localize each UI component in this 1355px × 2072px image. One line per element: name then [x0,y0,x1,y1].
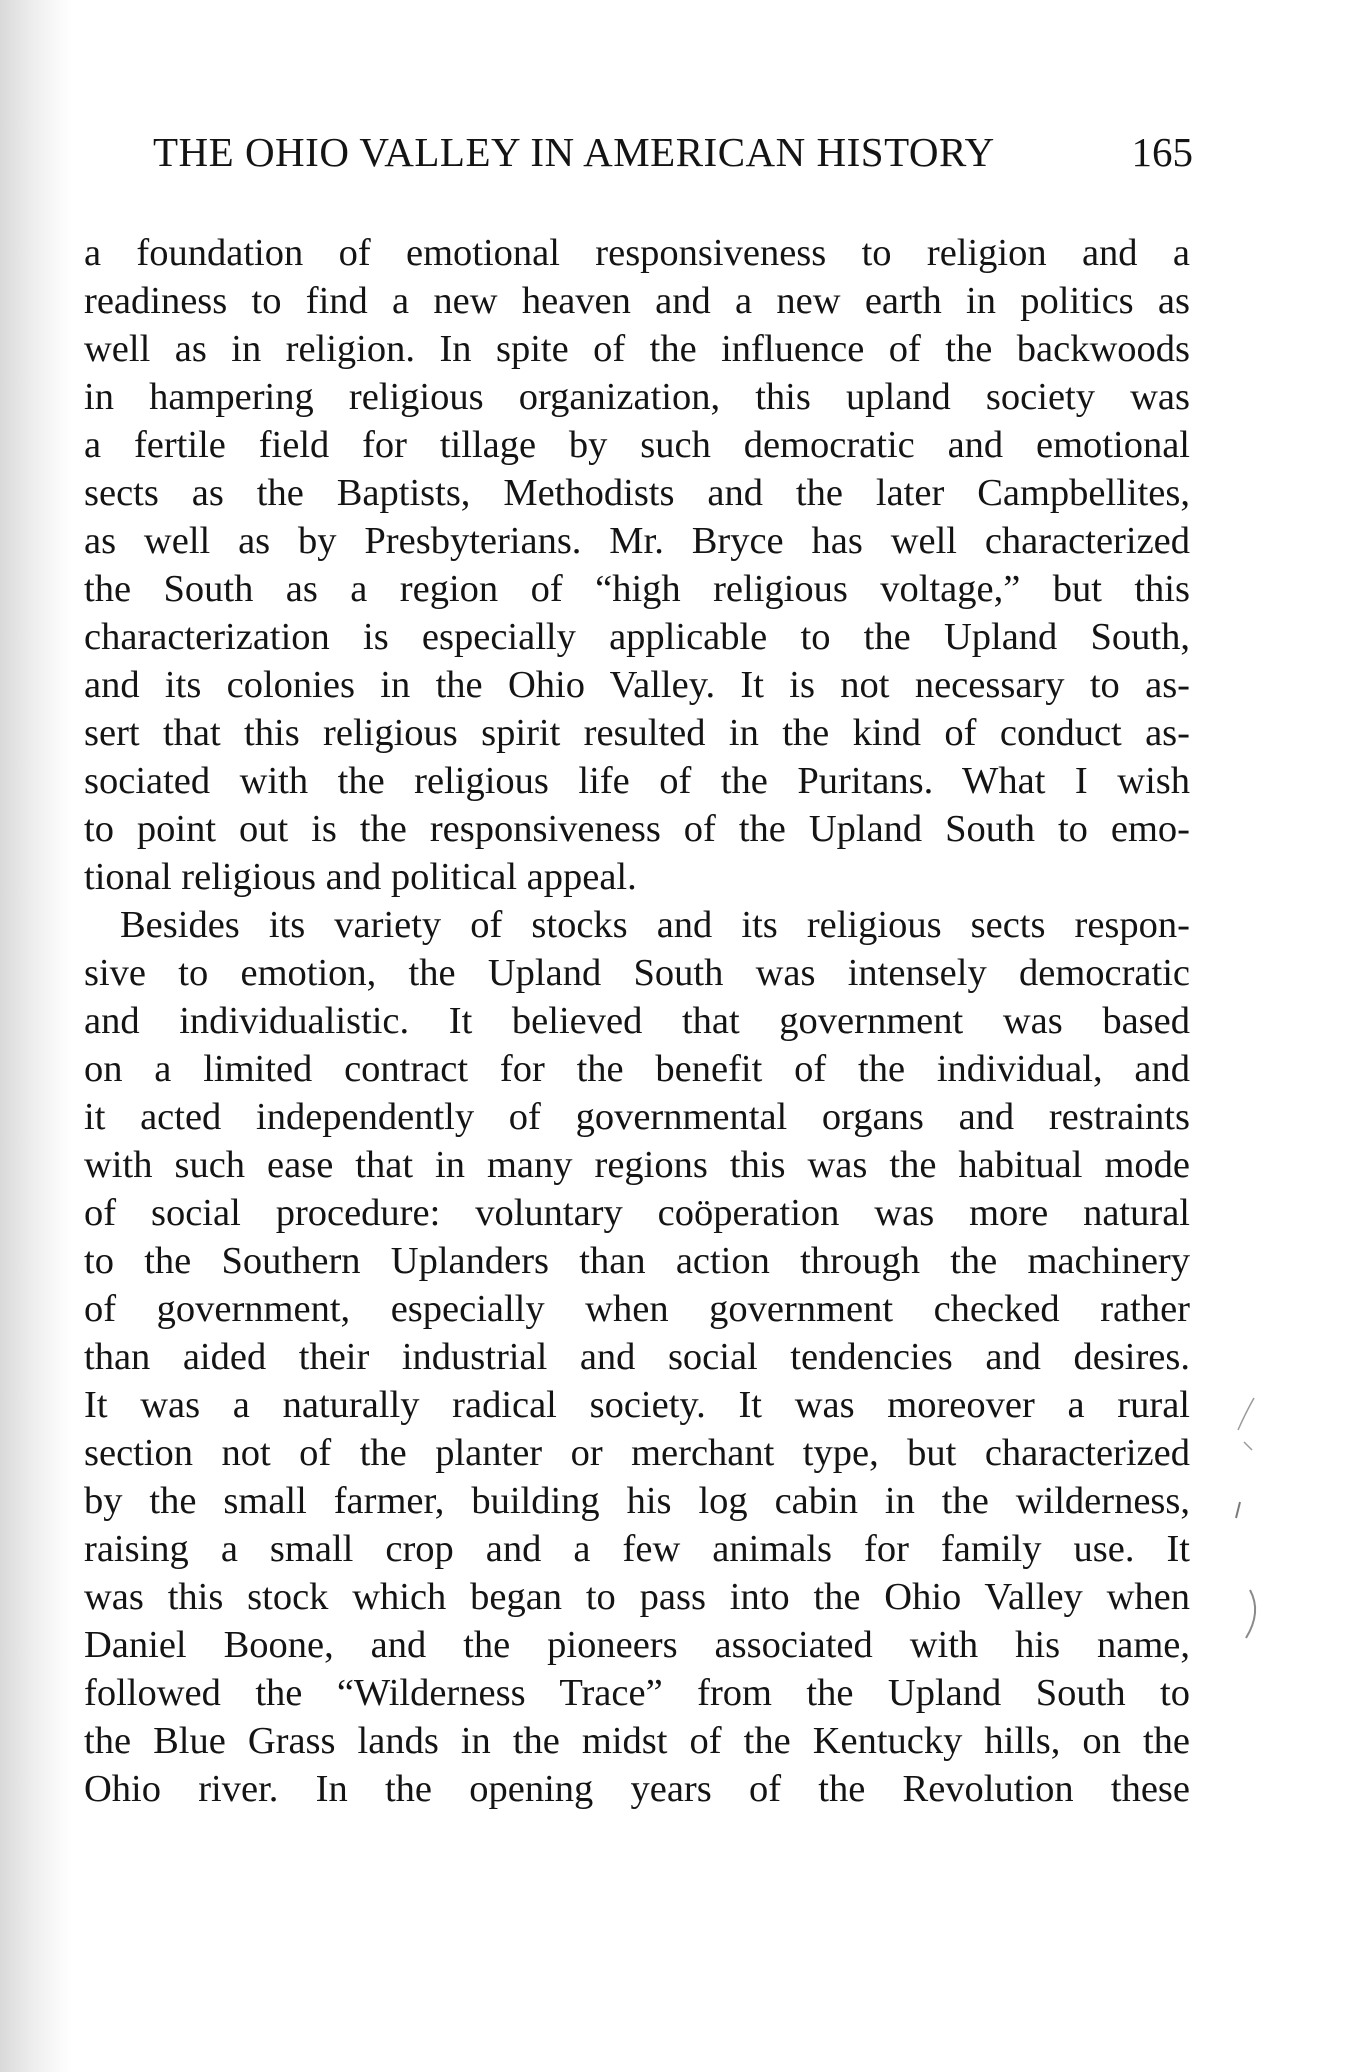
text-line: Besides its variety of stocks and its religious sects respon- [120,904,1190,946]
paragraph-1 [84,229,1190,901]
text-line: as well as by Presbyterians. Mr. Bryce has well characterized [84,520,1190,562]
text-line: of government, especially when government checked rather [84,1288,1190,1330]
text-line: well as in religion. In spite of the influence of the backwoods [84,328,1190,370]
text-line: sociated with the religious life of the Puritans. What I wish [84,760,1190,802]
text-line: section not of the planter or merchant type, but characterized [84,1432,1190,1474]
text-line: it acted independently of governmental organs and restraints [84,1096,1190,1138]
text-line: and individualistic. It believed that government was based [84,1000,1190,1042]
text-line: by the small farmer, building his log cabin in the wilderness, [84,1480,1190,1522]
text-line: It was a naturally radical society. It was moreover a rural [84,1384,1190,1426]
text-line: the South as a region of “high religious voltage,” but this [84,568,1190,610]
running-head: THE OHIO VALLEY IN AMERICAN HISTORY [153,129,995,175]
body-text [84,229,1190,1813]
paragraph-2 [84,901,1190,1813]
text-line: of social procedure: voluntary coöperation was more natural [84,1192,1190,1234]
text-line: a foundation of emotional responsiveness to religion and a [84,232,1190,274]
text-line: than aided their industrial and social tendencies and desires. [84,1336,1190,1378]
text-line: to the Southern Uplanders than action through the machinery [84,1240,1190,1282]
page-header [153,128,1193,188]
text-line: on a limited contract for the benefit of the individual, and [84,1048,1190,1090]
page-number: 165 [1131,129,1193,175]
scan-gutter-shadow [0,0,72,2072]
text-line: a fertile field for tillage by such democratic and emotional [84,424,1190,466]
text-line: followed the “Wilderness Trace” from the Upland South to [84,1672,1190,1714]
text-line: readiness to find a new heaven and a new earth in politics as [84,280,1190,322]
text-line: to point out is the responsiveness of the Upland South to emo- [84,808,1190,850]
text-line: was this stock which began to pass into the Ohio Valley when [84,1576,1190,1618]
text-line: tional religious and political appeal. [84,856,637,898]
text-line: characterization is especially applicable to the Upland South, [84,616,1190,658]
text-line: and its colonies in the Ohio Valley. It is not necessary to as- [84,664,1190,706]
text-line: Ohio river. In the opening years of the Revolution these [84,1768,1190,1810]
text-line: sects as the Baptists, Methodists and the later Campbellites, [84,472,1190,514]
text-line: the Blue Grass lands in the midst of the Kentucky hills, on the [84,1720,1190,1762]
text-line: sert that this religious spirit resulted in the kind of conduct as- [84,712,1190,754]
text-line: Daniel Boone, and the pioneers associated with his name, [84,1624,1190,1666]
text-line: in hampering religious organization, this upland society was [84,376,1190,418]
text-line: with such ease that in many regions this was the habitual mode [84,1144,1190,1186]
text-line: sive to emotion, the Upland South was intensely democratic [84,952,1190,994]
text-line: raising a small crop and a few animals for family use. It [84,1528,1190,1570]
pencil-margin-marks [1210,1390,1290,1650]
